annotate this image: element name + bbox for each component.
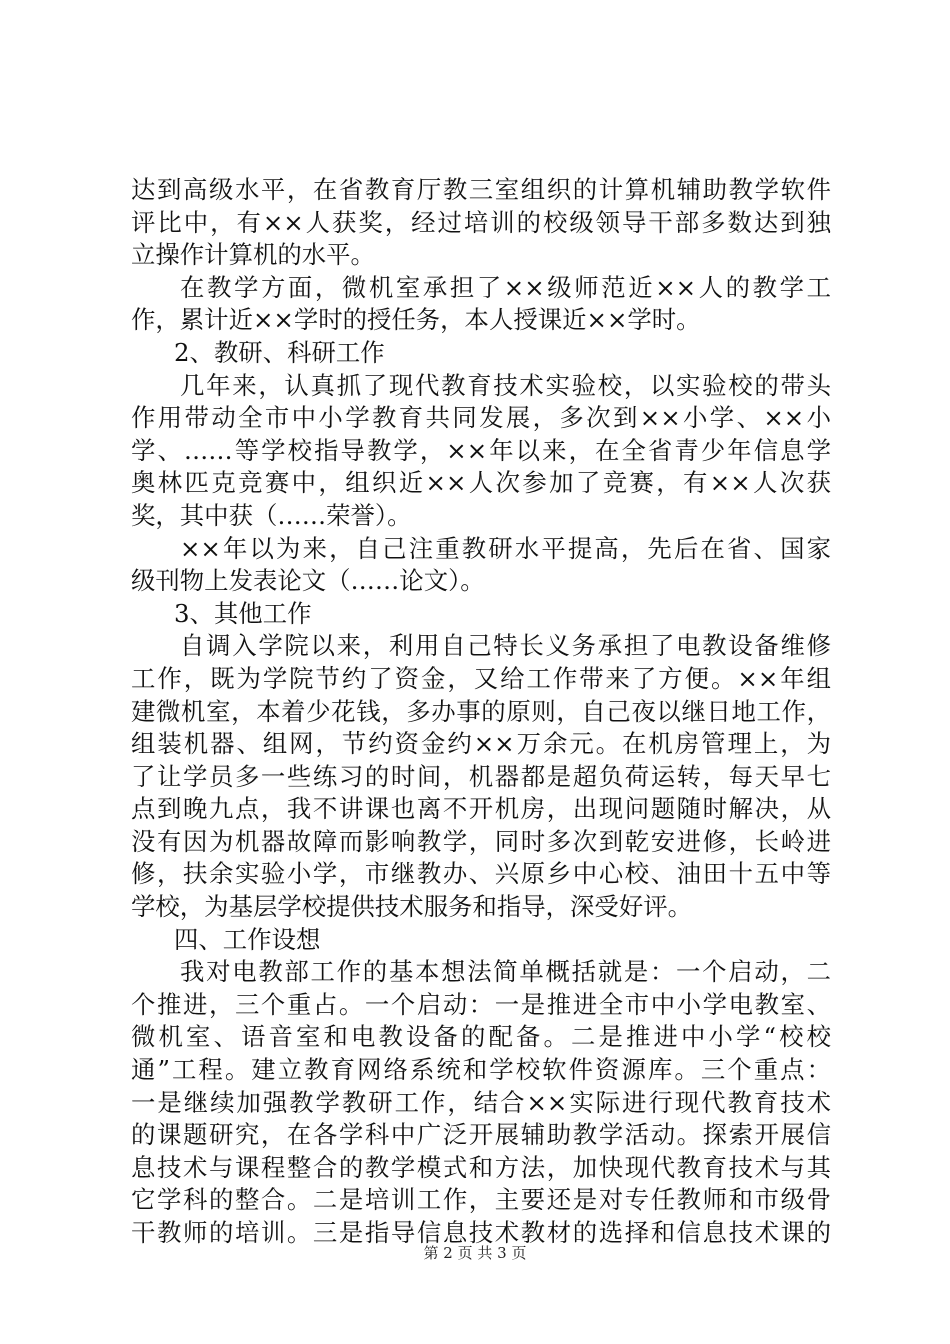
text-line: 我对电教部工作的基本想法简单概括就是：一个启动，二: [180, 957, 831, 987]
page-footer: [0, 1243, 950, 1263]
text-line: 奥林匹克竞赛中，组织近××人次参加了竞赛，有××人次获: [131, 468, 831, 498]
text-line: 修，扶余实验小学，市继教办、兴原乡中心校、油田十五中等: [131, 859, 831, 889]
text-line: 一是继续加强教学教研工作，结合××实际进行现代教育技术: [131, 1087, 831, 1117]
text-line: 息技术与课程整合的教学模式和方法，加快现代教育技术与其: [131, 1152, 831, 1182]
text-line: 微机室、语音室和电教设备的配备。二是推进中小学“校校: [131, 1022, 831, 1052]
text-line: 奖，其中获（……荣誉）。: [131, 500, 412, 530]
text-line: 工作，既为学院节约了资金，又给工作带来了方便。××年组: [131, 663, 831, 693]
text-line: 的课题研究，在各学科中广泛开展辅助教学活动。探索开展信: [131, 1120, 831, 1150]
text-line: 通”工程。建立教育网络系统和学校软件资源库。三个重点：: [131, 1055, 831, 1085]
text-line: 了让学员多一些练习的时间，机器都是超负荷运转，每天早七: [131, 761, 831, 791]
text-line: 干教师的培训。三是指导信息技术教材的选择和信息技术课的: [131, 1218, 831, 1247]
text-line: 它学科的整合。二是培训工作，主要还是对专任教师和市级骨: [131, 1185, 831, 1215]
section-heading: 四、工作设想: [174, 924, 321, 954]
text-line: 个推进，三个重占。一个启动：一是推进全市中小学电教室、: [131, 989, 831, 1019]
text-line: 立操作计算机的水平。: [131, 240, 375, 270]
text-line: 几年来，认真抓了现代教育技术实验校，以实验校的带头: [180, 370, 831, 400]
text-line: 学、……等学校指导教学，××年以来，在全省青少年信息学: [131, 435, 831, 465]
text-line: 在教学方面，微机室承担了××级师范近××人的教学工: [180, 272, 831, 302]
text-line: 没有因为机器故障而影响教学，同时多次到乾安进修，长岭进: [131, 826, 831, 856]
section-heading: 2、教研、科研工作: [174, 337, 385, 367]
text-line: 评比中，有××人获奖，经过培训的校级领导干部多数达到独: [131, 207, 831, 237]
text-line: 学校，为基层学校提供技术服务和指导，深受好评。: [131, 892, 692, 922]
section-heading: 3、其他工作: [174, 598, 312, 628]
text-line: 建微机室，本着少花钱，多办事的原则，自己夜以继日地工作，: [131, 696, 831, 726]
page-number-label: 第 2 页 共 3 页: [423, 1244, 527, 1262]
text-line: ××年以为来，自己注重教研水平提高，先后在省、国家: [180, 533, 831, 563]
text-line: 组装机器、组网，节约资金约××万余元。在机房管理上，为: [131, 729, 831, 759]
document-body: [131, 174, 831, 1250]
text-line: 级刊物上发表论文（……论文）。: [131, 566, 485, 596]
text-line: 达到高级水平，在省教育厅教三室组织的计算机辅助教学软件: [131, 175, 831, 204]
text-line: 作用带动全市中小学教育共同发展，多次到××小学、××小: [131, 403, 831, 433]
text-line: 作，累计近××学时的授任务，本人授课近××学时。: [131, 305, 701, 335]
text-line: 点到晚九点，我不讲课也离不开机房，出现问题随时解决，从: [131, 794, 831, 824]
text-line: 自调入学院以来，利用自己特长义务承担了电教设备维修: [180, 631, 831, 661]
